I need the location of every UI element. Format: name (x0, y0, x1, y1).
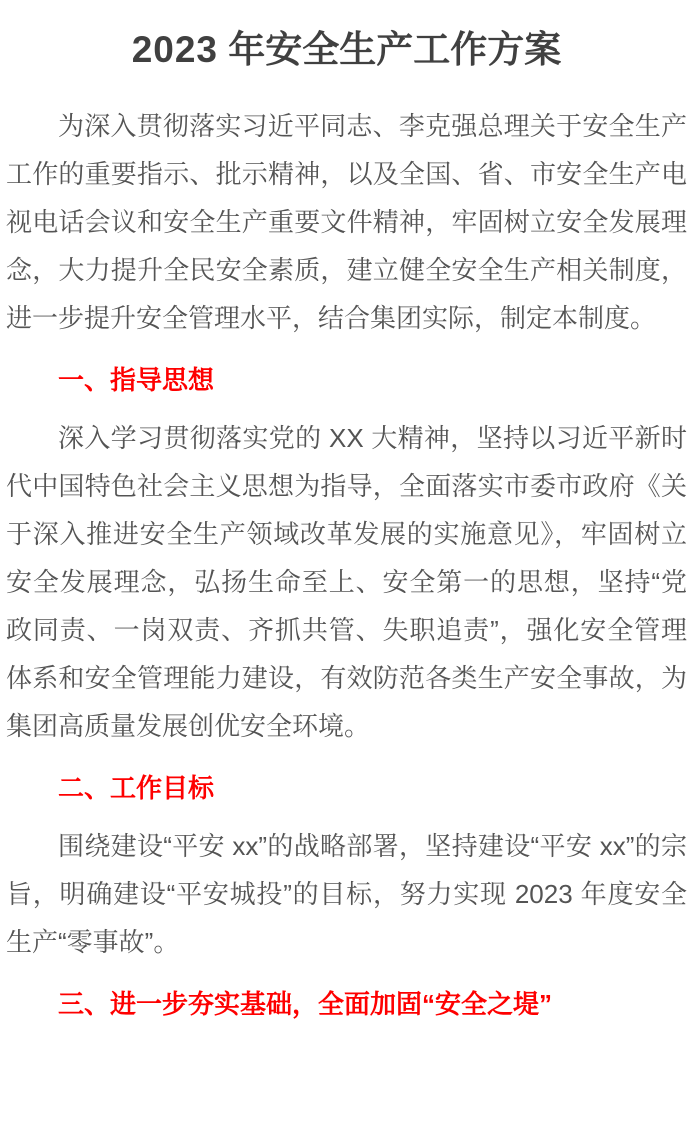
document-title (6, 24, 687, 76)
document-title-year: 2023 (131, 29, 219, 70)
paragraph-intro: 为深入贯彻落实习近平同志、李克强总理关于安全生产工作的重要指示、批示精神，以及全国、省、市安全生产电视电话会议和安全生产重要文件精神，牢固树立安全发展理念，大力提升全民安全素质，建立健全安全生产相关制度，进一步提升安全管理水平，结合集团实际，制定本制度。 (6, 111, 687, 333)
document-page (0, 24, 693, 1028)
document-title-text: 年安全生产工作方案 (228, 29, 562, 70)
section-heading-2: 二、工作目标 (58, 773, 215, 803)
section-heading-1: 一、指导思想 (58, 365, 215, 395)
paragraph-guiding-ideology: 深入学习贯彻落实党的 XX 大精神，坚持以习近平新时代中国特色社会主义思想为指导，全面落实市委市政府《关于深入推进安全生产领域改革发展的实施意见》，牢固树立安全发展理念，弘扬生命至上、安全第一的思想，坚持“党政同责、一岗双责、齐抓共管、失职追责”，强化安全管理体系和安全管理能力建设，有效防范各类生产安全事故，为集团高质量发展创优安全环境。 (6, 423, 687, 741)
paragraph-work-goals: 围绕建设“平安 xx”的战略部署，坚持建设“平安 xx”的宗旨，明确建设“平安城投”的目标，努力实现 2023 年度安全生产“零事故”。 (6, 831, 687, 957)
section-heading-3: 三、进一步夯实基础，全面加固“安全之堤” (58, 989, 553, 1019)
